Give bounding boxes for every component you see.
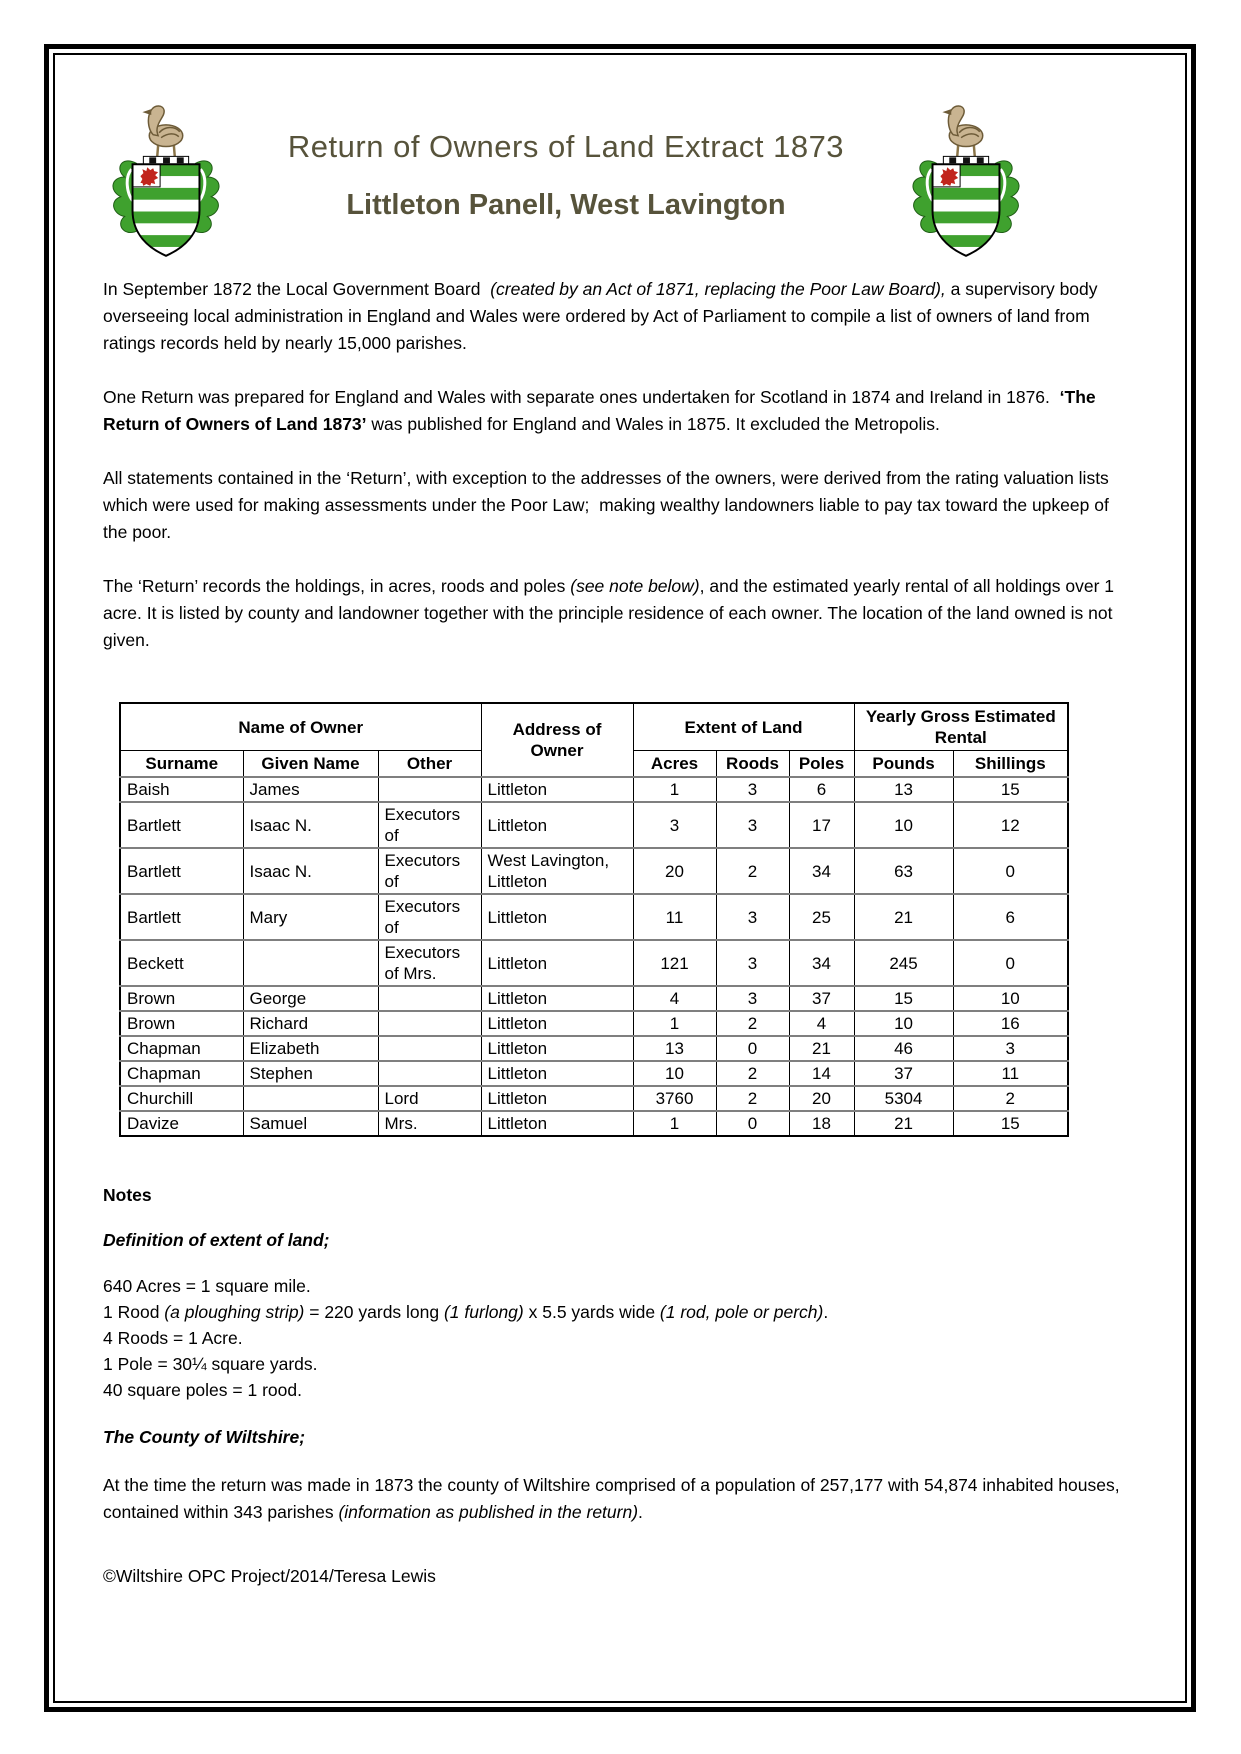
table-cell: Lord — [378, 1086, 481, 1111]
intro-paragraph-2 — [103, 384, 1137, 438]
text-run: (1 furlong) — [443, 1302, 524, 1322]
table-cell: Bartlett — [120, 894, 243, 940]
table-cell: Littleton — [481, 1111, 633, 1136]
text-run: All statements contained in the ‘Return’, with exception to the addresses of the owners, were derived from the rating valuation lists which were used for making assessments under the Poor Law; making wealthy landowners liable to pay tax toward the upkeep of the poor. — [103, 468, 1109, 542]
table-cell: 2 — [716, 1011, 789, 1036]
table-row — [120, 1086, 1068, 1111]
wiltshire-coat-of-arms-icon — [903, 101, 1029, 264]
table-cell: 16 — [953, 1011, 1068, 1036]
table-cell — [243, 940, 378, 986]
text-run: = 220 yards long — [304, 1302, 444, 1322]
table-row — [120, 802, 1068, 848]
table-cell: Baish — [120, 777, 243, 802]
page-border-frame — [44, 44, 1196, 1712]
table-cell: 37 — [789, 986, 854, 1011]
table-row — [120, 1036, 1068, 1061]
table-cell: Littleton — [481, 894, 633, 940]
table-cell: Brown — [120, 1011, 243, 1036]
table-row — [120, 940, 1068, 986]
definitions-list — [103, 1273, 1137, 1403]
document-body — [103, 276, 1137, 1587]
table-cell: Samuel — [243, 1111, 378, 1136]
table-row — [120, 1011, 1068, 1036]
table-cell: 2 — [716, 1086, 789, 1111]
table-cell: 21 — [854, 894, 953, 940]
text-run: . — [823, 1302, 829, 1322]
text-run: ‘The Return of Owners of Land 1873’ — [103, 387, 1096, 434]
table-cell: 2 — [716, 1061, 789, 1086]
title-block — [229, 101, 903, 222]
text-run: (created by an Act of 1871, replacing the Poor Law Board), — [490, 279, 946, 299]
table-cell: 20 — [633, 848, 716, 894]
table-cell: West Lavington, Littleton — [481, 848, 633, 894]
owners-table-body — [120, 777, 1068, 1136]
table-cell: George — [243, 986, 378, 1011]
intro-paragraph-4 — [103, 573, 1137, 654]
table-cell: Davize — [120, 1111, 243, 1136]
table-cell: 245 — [854, 940, 953, 986]
column-header-acres: Acres — [633, 751, 716, 778]
table-row — [120, 1111, 1068, 1136]
text-run: (a ploughing strip) — [164, 1302, 305, 1322]
table-cell: Brown — [120, 986, 243, 1011]
table-cell — [378, 1011, 481, 1036]
definition-line — [103, 1351, 1137, 1377]
table-cell: 37 — [854, 1061, 953, 1086]
table-cell — [378, 1061, 481, 1086]
table-cell: 3 — [716, 777, 789, 802]
document-subtitle: Littleton Panell, West Lavington — [346, 189, 786, 221]
text-run: One Return was prepared for England and Wales with separate ones undertaken for Scotland in 1874 and Ireland in 1876. — [103, 387, 1060, 407]
table-cell: 12 — [953, 802, 1068, 848]
table-cell: 3 — [716, 986, 789, 1011]
column-header-given-name: Given Name — [243, 751, 378, 778]
table-cell: 34 — [789, 848, 854, 894]
table-cell: Richard — [243, 1011, 378, 1036]
column-header-pounds: Pounds — [854, 751, 953, 778]
table-cell: Isaac N. — [243, 802, 378, 848]
table-cell: 21 — [854, 1111, 953, 1136]
text-run: , and the estimated yearly rental of all holdings over 1 acre. It is listed by county and landowner together with the principle residence of each owner. The location of the land owned is not given. — [103, 576, 1115, 650]
text-run: 1 Rood — [103, 1302, 165, 1322]
table-cell: Mrs. — [378, 1111, 481, 1136]
table-cell: 3760 — [633, 1086, 716, 1111]
table-row — [120, 1061, 1068, 1086]
table-cell: 10 — [953, 986, 1068, 1011]
table-cell: 63 — [854, 848, 953, 894]
table-cell: 20 — [789, 1086, 854, 1111]
table-cell: 10 — [854, 1011, 953, 1036]
table-cell: 4 — [633, 986, 716, 1011]
column-group-name-of-owner: Name of Owner — [120, 703, 481, 751]
text-run: (see note below) — [570, 576, 700, 596]
owners-table — [119, 702, 1069, 1137]
table-cell: 0 — [716, 1111, 789, 1136]
table-cell: 3 — [633, 802, 716, 848]
table-cell: Littleton — [481, 1036, 633, 1061]
table-cell: 13 — [633, 1036, 716, 1061]
table-cell: Beckett — [120, 940, 243, 986]
page-inner-frame — [53, 53, 1187, 1703]
table-cell: 15 — [953, 777, 1068, 802]
table-cell: Littleton — [481, 940, 633, 986]
copyright-line: ©Wiltshire OPC Project/2014/Teresa Lewis — [103, 1566, 436, 1586]
text-run: At the time the return was made in 1873 the county of Wiltshire comprised of a population of 257,177 with 54,874 inhabited houses, contained within 343 parishes — [103, 1475, 1120, 1522]
table-cell: Executors of Mrs. — [378, 940, 481, 986]
table-cell: Mary — [243, 894, 378, 940]
text-run: was published for England and Wales in 1875. It excluded the Metropolis. — [366, 414, 940, 434]
definition-line — [103, 1273, 1137, 1299]
table-cell: 1 — [633, 777, 716, 802]
notes-heading: Notes — [103, 1185, 152, 1205]
table-row — [120, 777, 1068, 802]
table-cell: 1 — [633, 1011, 716, 1036]
column-group-yearly-rental: Yearly Gross Estimated Rental — [854, 703, 1068, 751]
table-cell: 11 — [953, 1061, 1068, 1086]
table-cell: Chapman — [120, 1061, 243, 1086]
table-cell: 25 — [789, 894, 854, 940]
table-cell: 21 — [789, 1036, 854, 1061]
text-run: 4 Roods = 1 Acre. — [103, 1328, 243, 1348]
intro-paragraph-1 — [103, 276, 1137, 357]
table-cell: Bartlett — [120, 848, 243, 894]
table-cell: Bartlett — [120, 802, 243, 848]
table-cell: 0 — [953, 848, 1068, 894]
table-row — [120, 986, 1068, 1011]
table-cell: Chapman — [120, 1036, 243, 1061]
text-run: (information as published in the return) — [338, 1502, 639, 1522]
text-run: The ‘Return’ records the holdings, in acres, roods and poles — [103, 576, 571, 596]
table-cell: 17 — [789, 802, 854, 848]
table-cell: 6 — [789, 777, 854, 802]
table-cell: 10 — [854, 802, 953, 848]
document-title: Return of Owners of Land Extract 1873 — [287, 129, 845, 164]
table-cell: 5304 — [854, 1086, 953, 1111]
definition-line — [103, 1299, 1137, 1325]
table-cell: 46 — [854, 1036, 953, 1061]
table-cell: 0 — [716, 1036, 789, 1061]
table-cell: 3 — [953, 1036, 1068, 1061]
table-cell: 15 — [854, 986, 953, 1011]
table-cell — [243, 1086, 378, 1111]
table-cell: Executors of — [378, 802, 481, 848]
table-cell: 121 — [633, 940, 716, 986]
text-run: (1 rod, pole or perch) — [659, 1302, 824, 1322]
table-cell: 3 — [716, 940, 789, 986]
column-header-surname: Surname — [120, 751, 243, 778]
table-row — [120, 894, 1068, 940]
county-heading: The County of Wiltshire; — [103, 1427, 306, 1447]
table-cell: Littleton — [481, 1011, 633, 1036]
text-run: 40 square poles = 1 rood. — [103, 1380, 302, 1400]
table-cell: 4 — [789, 1011, 854, 1036]
definition-line — [103, 1377, 1137, 1403]
definition-heading: Definition of extent of land; — [103, 1230, 330, 1250]
table-cell: 15 — [953, 1111, 1068, 1136]
table-cell: 1 — [633, 1111, 716, 1136]
table-cell: Isaac N. — [243, 848, 378, 894]
column-header-poles: Poles — [789, 751, 854, 778]
table-cell: 6 — [953, 894, 1068, 940]
table-group-header-row — [120, 703, 1068, 751]
intro-paragraph-3 — [103, 465, 1137, 546]
definition-line — [103, 1325, 1137, 1351]
text-run: In September 1872 the Local Government Board — [103, 279, 491, 299]
table-cell: Churchill — [120, 1086, 243, 1111]
text-run: a supervisory body overseeing local administration in England and Wales were ordered by Act of Parliament to compile a list of owners of land from ratings records held by nearly 15,000 parishes. — [103, 279, 1098, 353]
table-cell: Executors of — [378, 894, 481, 940]
column-header-shillings: Shillings — [953, 751, 1068, 778]
table-cell: Stephen — [243, 1061, 378, 1086]
table-cell: Executors of — [378, 848, 481, 894]
text-run: . — [638, 1502, 643, 1522]
table-cell: 3 — [716, 894, 789, 940]
document-header — [73, 101, 1167, 264]
wiltshire-coat-of-arms-icon — [103, 101, 229, 264]
table-cell: Littleton — [481, 1061, 633, 1086]
table-cell: 13 — [854, 777, 953, 802]
table-row — [120, 848, 1068, 894]
column-group-extent-of-land: Extent of Land — [633, 703, 854, 751]
table-cell: Elizabeth — [243, 1036, 378, 1061]
table-cell: 11 — [633, 894, 716, 940]
column-header-other: Other — [378, 751, 481, 778]
table-cell: 3 — [716, 802, 789, 848]
table-cell: 0 — [953, 940, 1068, 986]
table-cell — [378, 777, 481, 802]
table-cell: Littleton — [481, 986, 633, 1011]
table-cell: 2 — [953, 1086, 1068, 1111]
table-cell: Littleton — [481, 802, 633, 848]
table-cell: Littleton — [481, 1086, 633, 1111]
table-cell: 2 — [716, 848, 789, 894]
table-cell — [378, 1036, 481, 1061]
table-cell: 18 — [789, 1111, 854, 1136]
table-cell: James — [243, 777, 378, 802]
text-run: 1 Pole = 30¼ square yards. — [103, 1354, 318, 1374]
table-cell: 34 — [789, 940, 854, 986]
table-cell — [378, 986, 481, 1011]
column-header-address-of-owner: Address of Owner — [481, 703, 633, 777]
column-header-roods: Roods — [716, 751, 789, 778]
text-run: x 5.5 yards wide — [523, 1302, 660, 1322]
table-cell: Littleton — [481, 777, 633, 802]
text-run: 640 Acres = 1 square mile. — [103, 1276, 311, 1296]
table-cell: 10 — [633, 1061, 716, 1086]
county-paragraph — [103, 1472, 1137, 1526]
table-cell: 14 — [789, 1061, 854, 1086]
